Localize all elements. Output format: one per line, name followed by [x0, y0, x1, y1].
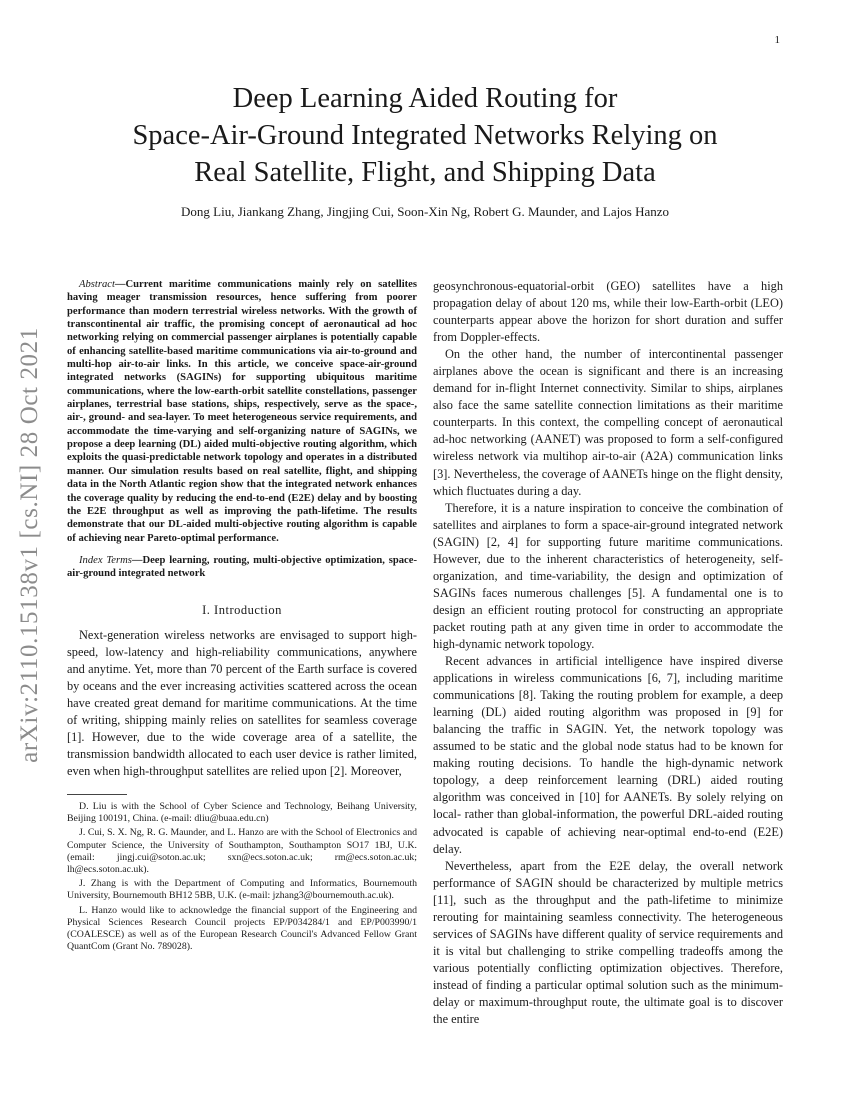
footnote-affiliation-southampton: J. Cui, S. X. Ng, R. G. Maunder, and L. Hanzo are with the School of Electronics and Computer Science, the University of Southampton, Southampton SO17 1BJ, U.K. (email: jingj.cui@soton.ac.uk; sxn@ecs.soton.ac.uk; rm@ecs.soton.ac.uk; lh@ecs.soton.ac.uk).: [67, 827, 417, 876]
intro-paragraph-4: Therefore, it is a nature inspiration to conceive the combination of satellites and airplanes to form a space-air-ground integrated network (SAGIN) [2, 4] for supporting future maritime communications. However, due to the inherent characteristics of heterogeneity, self-organization, and time-variability, the design and optimization of SAGINs faces numerous challenges [5]. A fundamental one is to design an efficient routing protocol for constructing an appropriate packet routing path at any given time in order to accommodate the high-dynamic network topology.: [433, 500, 783, 651]
intro-paragraph-5: Recent advances in artificial intelligence have inspired diverse applications in wireless communications [6, 7], including maritime communications [8]. Taking the routing problem for example, a deep learning (DL) aided routing algorithm was proposed in [9] for balancing the traffic in SAGIN. Yet, the network topology was assumed to be static and the global node status had to be known for making routing decisions. To handle the high-dynamic network topology, a deep reinforcement learning (DRL) aided routing algorithm was conceived in [10] for AANETs. By solely relying on local- rather than global-information, the powerful DRL-aided routing advocated is capable of achieving near-optimal end-to-end (E2E) delay.: [433, 654, 783, 856]
intro-paragraph-3: On the other hand, the number of intercontinental passenger airplanes above the ocean is significant and there is an increasing demand for in-flight Internet connectivity. Similar to ships, airplanes also face the same satellite connection limitations as their maritime counterparts. In this context, the compelling concept of aeronautical ad-hoc networking (AANET) was proposed to form a self-configured wireless network via multihop air-to-air (A2A) communication links [3]. Nevertheless, the coverage of AANETs hinge on the flight density, which fluctuates during a day.: [433, 347, 783, 498]
footnote-affiliation-zhang: J. Zhang is with the Department of Computing and Informatics, Bournemouth University, Bournemouth BH12 5BB, U.K. (e-mail: jzhang3@bournemouth.ac.uk).: [67, 878, 417, 902]
section-heading-introduction: I. Introduction: [202, 602, 282, 617]
title-line-3: Real Satellite, Flight, and Shipping Data: [194, 157, 656, 188]
arxiv-identifier: arXiv:2110.15138v1 [cs.NI] 28 Oct 2021: [16, 327, 43, 763]
index-terms-text: —Deep learning, routing, multi-objective optimization, space-air-ground integrated network: [67, 554, 417, 580]
abstract-label: Abstract: [79, 279, 115, 290]
footnote-acknowledgement: L. Hanzo would like to acknowledge the financial support of the Engineering and Physical Sciences Research Council projects EP/P034284/1 and EP/P003990/1 (COALESCE) as well as of the European Research Council's Advanced Fellow Grant QuantCom (Grant No. 789028).: [67, 904, 417, 953]
intro-paragraph-2: geosynchronous-equatorial-orbit (GEO) satellites have a high propagation delay of about 120 ms, while their low-Earth-orbit (LEO) counterparts appear above the horizon for short duration and suffer from Doppler-effects.: [433, 279, 783, 345]
author-list: Dong Liu, Jiankang Zhang, Jingjing Cui, Soon-Xin Ng, Robert G. Maunder, and Lajos Hanzo: [181, 204, 669, 219]
paper-title: [60, 80, 790, 191]
title-line-2: Space-Air-Ground Integrated Networks Relying on: [132, 120, 718, 151]
arxiv-stamp: [10, 310, 50, 780]
title-line-1: Deep Learning Aided Routing for: [232, 83, 618, 114]
left-column: [67, 278, 417, 953]
intro-paragraph-1: Next-generation wireless networks are envisaged to support high-speed, low-latency and high-reliability communications, anywhere and anytime. Yet, more than 70 percent of the Earth surface is covered by oceans and the ever increasing activities scattered across the ocean have created great demand for maritime communications. At the time of writing, shipping mainly relies on satellites for seamless coverage [1]. However, due to the wide coverage area of a satellite, the transmission bandwidth allocated to each user device is rather limited, even when high-throughput satellites are relied upon [2]. Moreover,: [67, 627, 417, 778]
abstract-text: —Current maritime communications mainly rely on satellites having meager transmission resources, hence suffering from poorer performance than modern terrestrial wireless networks. With the growth of transcontinental air traffic, the promising concept of aeronautical ad hoc networking relying on commercial passenger airplanes is potentially capable of enhancing satellite-based maritime communications via air-to-ground and multi-hop air-to-air links. In this article, we conceive space-air-ground integrated networks (SAGINs) for supporting ubiquitous maritime communications, where the low-earth-orbit satellite constellations, passenger airplanes, terrestrial base stations, ships, respectively, serve as the space-, air-, ground- and sea-layer. To meet heterogeneous service requirements, and accommodate the time-varying and self-organizing nature of SAGINs, we propose a deep learning (DL) aided multi-objective routing algorithm, which exploits the quasi-predictable network topology and operates in a distributed manner. Our simulation results based on real satellite, flight, and shipping data in the North Atlantic region show that the integrated network enhances the coverage quality by reducing the end-to-end (E2E) delay and by boosting the E2E throughput as well as improving the path-lifetime. The results demonstrate that our DL-aided multi-objective routing algorithm is capable of achieving near Pareto-optimal performance.: [67, 279, 417, 544]
footnote-affiliation-liu: D. Liu is with the School of Cyber Science and Technology, Beihang University, Beijing 100191, China. (e-mail: dliu@buaa.edu.cn): [67, 801, 417, 825]
right-column: [433, 278, 783, 1028]
intro-paragraph-6: Nevertheless, apart from the E2E delay, the overall network performance of SAGIN should be characterized by multiple metrics [11], such as the throughput and the path-lifetime to minimize rerouting for maintaining seamless connectivity. The heterogeneous services of SAGINs have different quality of service requirements and it is vital but challenging to strike compelling tradeoffs among the various potentially conflicting optimization objectives. Therefore, instead of finding a particular optimal solution such as the minimum-delay or maximum-throughput route, the ultimate goal is to discover the entire: [433, 858, 783, 1027]
footnote-separator: [67, 794, 127, 795]
abstract: [67, 278, 417, 545]
index-terms-label: Index Terms: [79, 554, 132, 566]
page-number: 1: [774, 34, 780, 46]
index-terms: [67, 554, 417, 581]
